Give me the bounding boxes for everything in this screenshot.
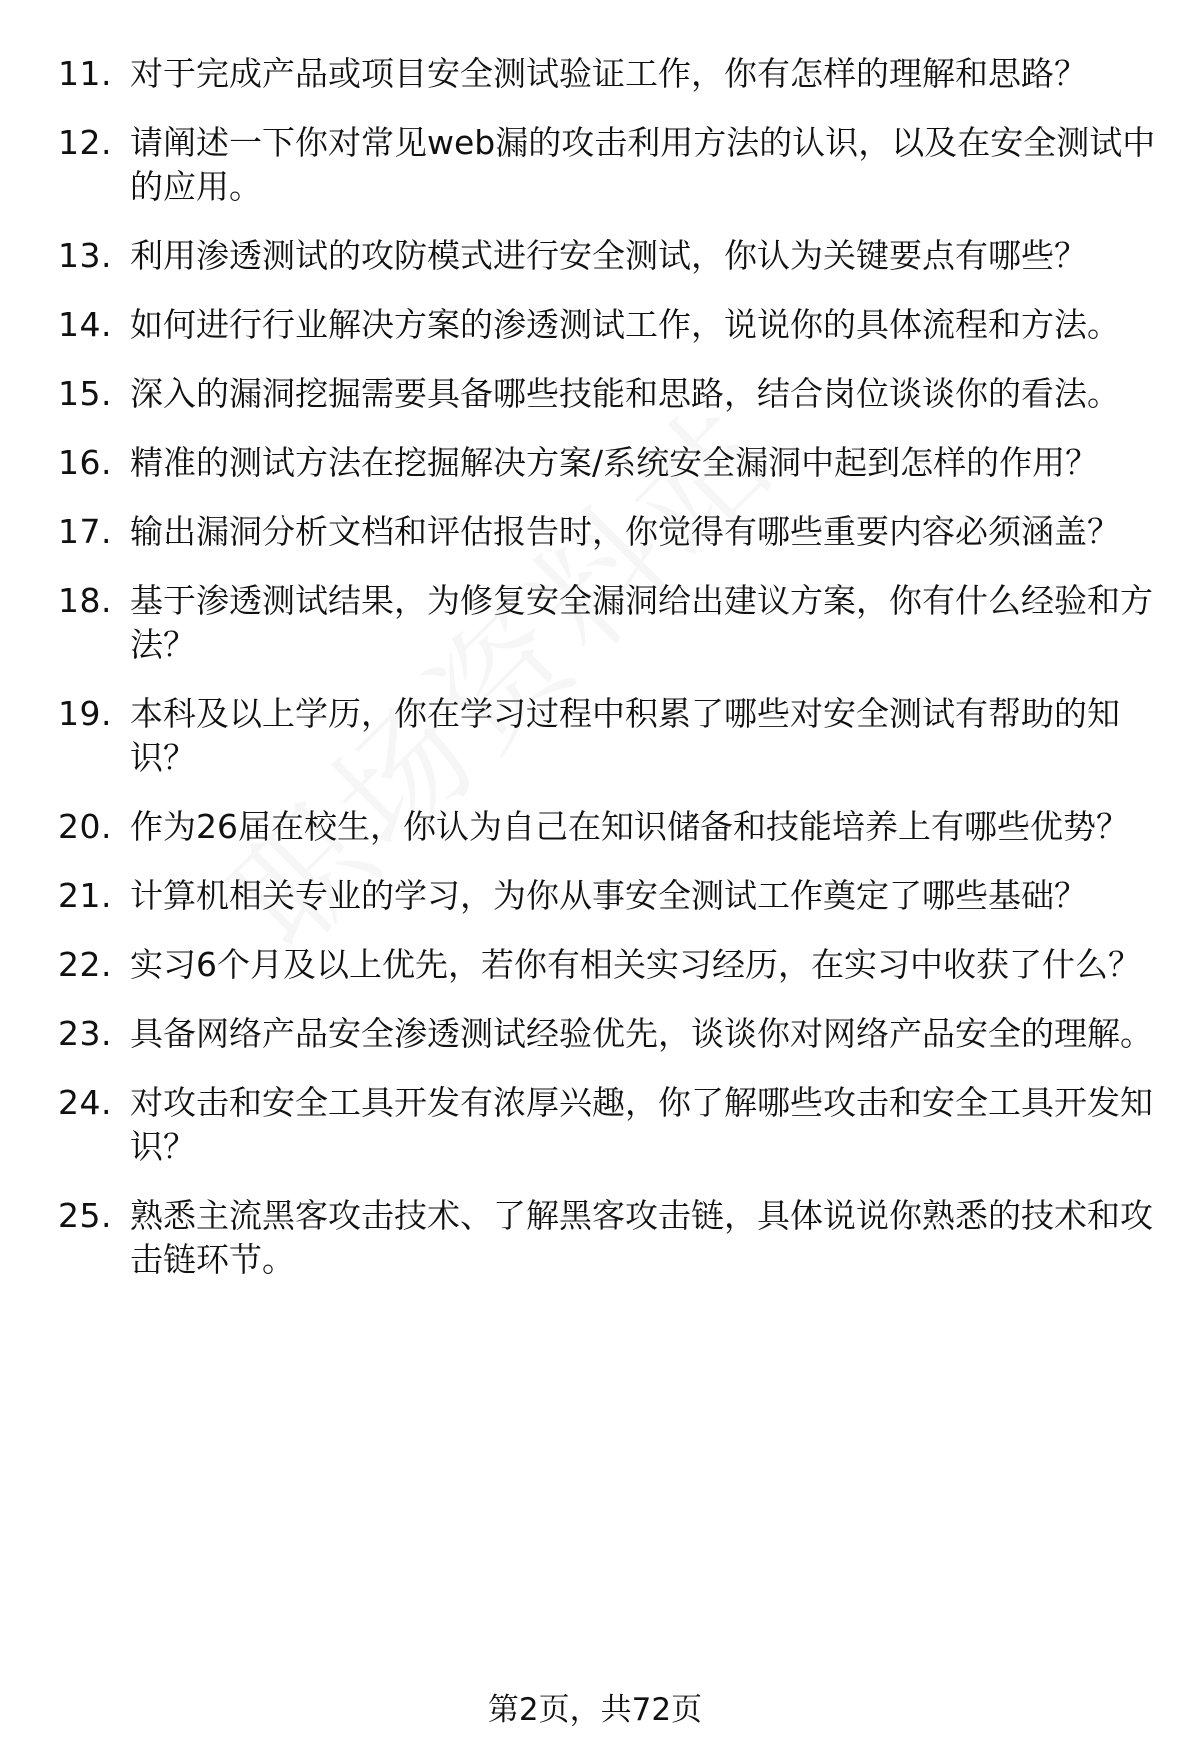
- list-item: [58, 303, 1168, 347]
- question-number: 12.: [58, 123, 112, 162]
- question-text: 对于完成产品或项目安全测试验证工作，你有怎样的理解和思路？: [130, 54, 1087, 93]
- list-item: [58, 1081, 1168, 1169]
- page-number: 第2页，共72页: [487, 1692, 703, 1728]
- question-number: 11.: [58, 54, 112, 93]
- question-number: 15.: [58, 374, 112, 413]
- question-text: 熟悉主流黑客攻击技术、了解黑客攻击链，具体说说你熟悉的技术和攻击链环节。: [130, 1196, 1153, 1279]
- question-text: 如何进行行业解决方案的渗透测试工作，说说你的具体流程和方法。: [130, 305, 1120, 344]
- question-number: 13.: [58, 236, 112, 275]
- question-text: 具备网络产品安全渗透测试经验优先，谈谈你对网络产品安全的理解。: [130, 1014, 1153, 1053]
- question-text: 本科及以上学历，你在学习过程中积累了哪些对安全测试有帮助的知识？: [130, 694, 1120, 777]
- list-item: [58, 874, 1168, 918]
- list-item: [58, 234, 1168, 278]
- question-number: 16.: [58, 443, 112, 482]
- question-list: [58, 52, 1168, 1307]
- question-number: 18.: [58, 581, 112, 620]
- question-text: 实习6个月及以上优先，若你有相关实习经历，在实习中收获了什么？: [130, 945, 1141, 984]
- list-item: [58, 441, 1168, 485]
- list-item: [58, 1194, 1168, 1282]
- question-text: 对攻击和安全工具开发有浓厚兴趣，你了解哪些攻击和安全工具开发知识？: [130, 1083, 1153, 1166]
- question-text: 深入的漏洞挖掘需要具备哪些技能和思路，结合岗位谈谈你的看法。: [130, 374, 1120, 413]
- list-item: [58, 510, 1168, 554]
- list-item: [58, 579, 1168, 667]
- question-number: 20.: [58, 807, 112, 846]
- question-number: 23.: [58, 1014, 112, 1053]
- question-text: 基于渗透测试结果，为修复安全漏洞给出建议方案，你有什么经验和方法？: [130, 581, 1153, 664]
- question-number: 22.: [58, 945, 112, 984]
- question-number: 17.: [58, 512, 112, 551]
- question-text: 作为26届在校生，你认为自己在知识储备和技能培养上有哪些优势？: [130, 807, 1129, 846]
- question-text: 输出漏洞分析文档和评估报告时，你觉得有哪些重要内容必须涵盖？: [130, 512, 1120, 551]
- question-number: 14.: [58, 305, 112, 344]
- list-item: [58, 692, 1168, 780]
- question-number: 24.: [58, 1083, 112, 1122]
- question-text: 请阐述一下你对常见web漏的攻击利用方法的认识，以及在安全测试中的应用。: [130, 123, 1156, 206]
- list-item: [58, 943, 1168, 987]
- question-text: 计算机相关专业的学习，为你从事安全测试工作奠定了哪些基础？: [130, 876, 1087, 915]
- question-text: 利用渗透测试的攻防模式进行安全测试，你认为关键要点有哪些？: [130, 236, 1087, 275]
- question-number: 19.: [58, 694, 112, 733]
- list-item: [58, 121, 1168, 209]
- question-text: 精准的测试方法在挖掘解决方案/系统安全漏洞中起到怎样的作用？: [130, 443, 1099, 482]
- list-item: [58, 1012, 1168, 1056]
- list-item: [58, 372, 1168, 416]
- list-item: [58, 52, 1168, 96]
- question-number: 25.: [58, 1196, 112, 1235]
- list-item: [58, 805, 1168, 849]
- question-number: 21.: [58, 876, 112, 915]
